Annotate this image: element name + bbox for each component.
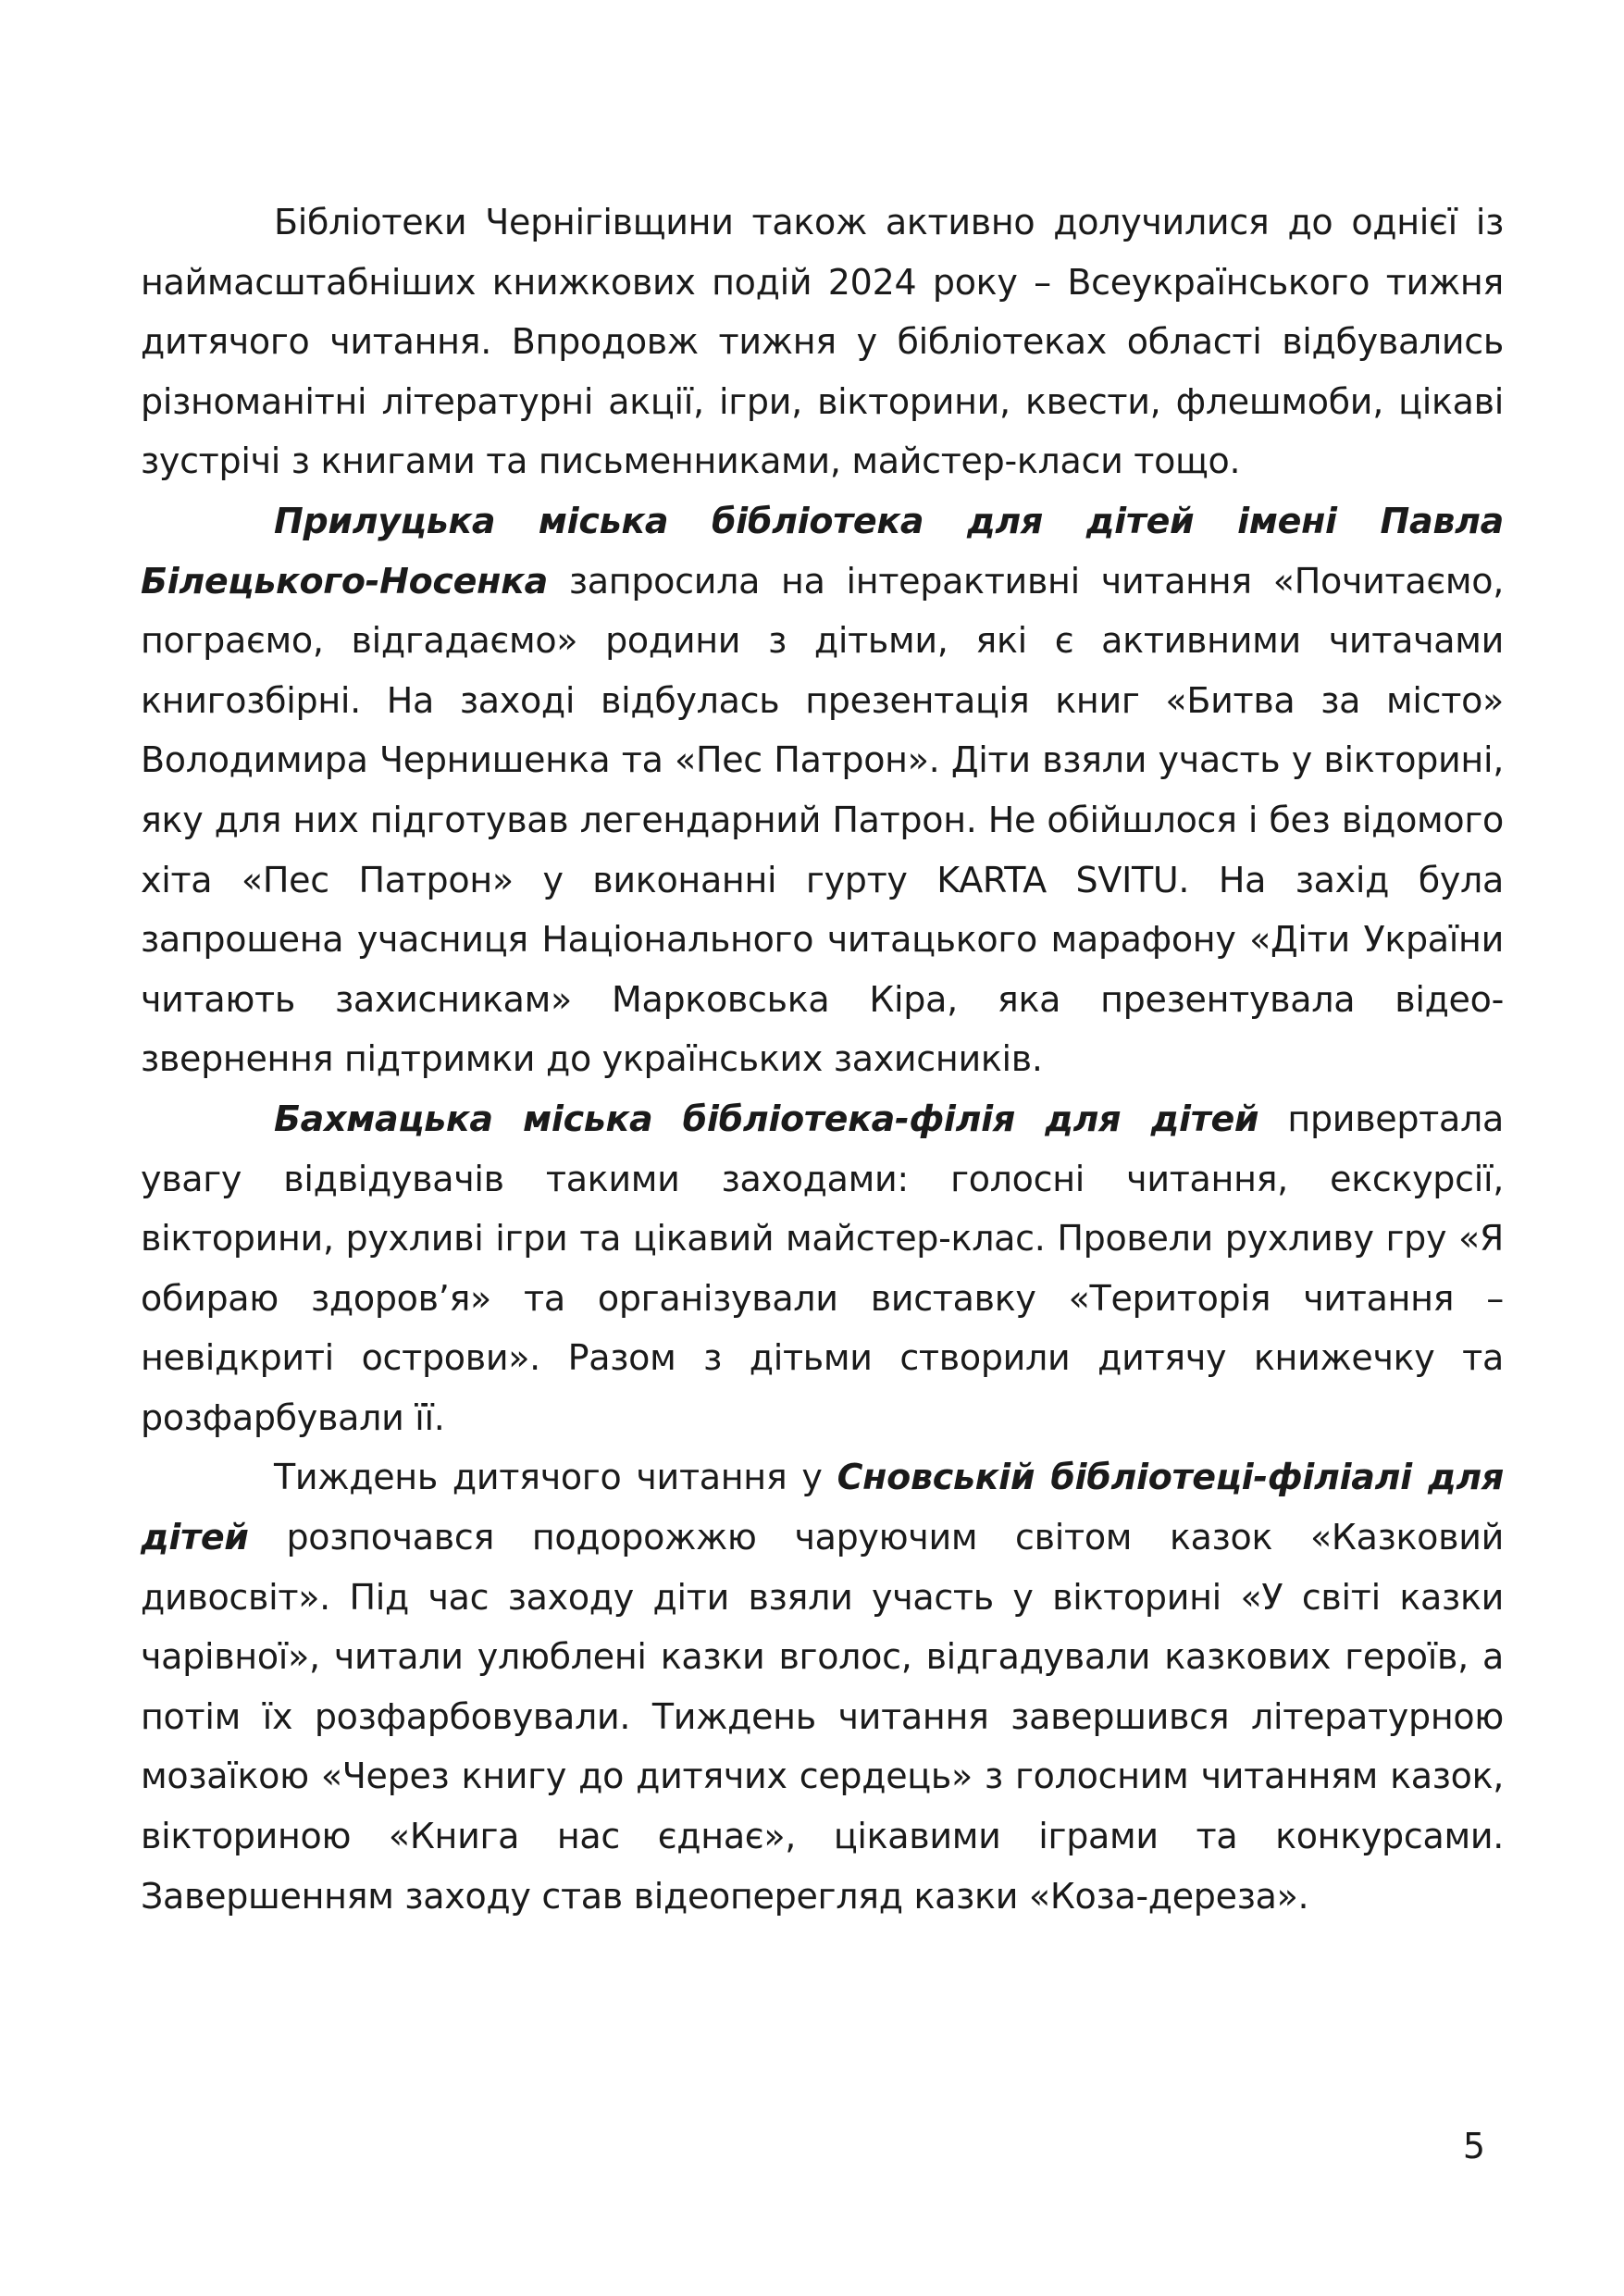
paragraph-lead: Тиждень дитячого читання у — [274, 1457, 837, 1498]
paragraph-text: розпочався подорожжю чаруючим світом казок «Казковий дивосвіт». Під час заходу діти взяли участь у вікторині «У світі казки чарівної», читали улюблені казки вголос, відгадували казкових героїв, а потім їх розфарбовували. Тиждень читання завершився літературною мозаїкою «Через книгу до дитячих сердець» з голосним читанням казок, вікториною «Книга нас єднає», цікавими іграми та конкурсами. Завершенням заходу став відеоперегляд казки «Коза-дереза». — [141, 1517, 1504, 1917]
paragraph-pryluky — [141, 491, 1504, 1089]
paragraph-snovsk — [141, 1447, 1504, 1926]
paragraph-intro — [141, 192, 1504, 491]
paragraph-text: запросила на інтерактивні читання «Почитаємо, пограємо, відгадаємо» родини з дітьми, які є активними читачами книгозбірні. На заході відбулась презентація книг «Битва за місто» Володимира Чернишенка та «Пес Патрон». Діти взяли участь у вікторині, яку для них підготував легендарний Патрон. Не обійшлося і без відомого хіта «Пес Патрон» у виконанні гурту KARTA SVITU. На захід була запрошена учасниця Національного читацького марафону «Діти України читають захисникам» Марковська Кіра, яка презентувала відео-звернення підтримки до українських захисників. — [141, 560, 1504, 1080]
paragraph-bakhmach — [141, 1089, 1504, 1448]
library-name: Сновській бібліотеці-філіалі для дітей — [141, 1457, 1504, 1558]
document-body — [141, 192, 1504, 1926]
paragraph-text: Бібліотеки Чернігівщини також активно долучилися до однієї із наймасштабніших книжкових подій 2024 року – Всеукраїнського тижня дитячого читання. Впродовж тижня у бібліотеках області відбувались різноманітні літературні акції, ігри, вікторини, квести, флешмоби, цікаві зустрічі з книгами та письменниками, майстер-класи тощо. — [141, 202, 1504, 482]
page-number: 5 — [1462, 2126, 1485, 2166]
library-name: Прилуцька міська бібліотека для дітей імені Павла Білецького-Носенка — [141, 500, 1504, 602]
library-name: Бахмацька міська бібліотека-філія для дітей — [274, 1098, 1259, 1139]
paragraph-text: привертала увагу відвідувачів такими заходами: голосні читання, екскурсії, вікторини, рухливі ігри та цікавий майстер-клас. Провели рухливу гру «Я обираю здоров’я» та організували виставку «Територія читання – невідкриті острови». Разом з дітьми створили дитячу книжечку та розфарбували її. — [141, 1098, 1504, 1438]
